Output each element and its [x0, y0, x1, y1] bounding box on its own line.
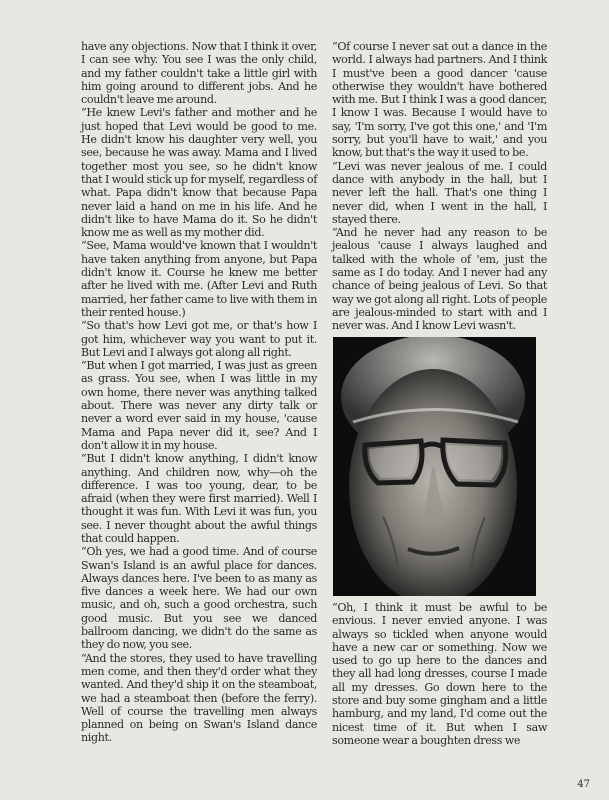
paragraph: “Levi was never jealous of me. I could dance with anybody in the hall, but I never left the hall. That's one thing I never did, when I went in the hall, I stayed there.: [332, 159, 547, 226]
paragraph: “And the stores, they used to have travelling men come, and then they'd order what they wanted. And they'd ship it on the steamboat, we had a steamboat then (before the ferry). Well of course the travelling men always planned on being on Swan's Island dance night.: [81, 651, 317, 745]
paragraph: “But I didn't know anything, I didn't know anything. And children now, why—oh the difference. I was too young, dear, to be afraid (when they were first married). Well I thought it was fun. With Levi it was fun, you see. I never thought about the awful things that could happen.: [81, 452, 317, 545]
left-text-column: [81, 40, 317, 745]
paragraph: “Oh, I think it must be awful to be envious. I never envied anyone. I was always so tickled when anyone would have a new car or something. Now we used to go up here to the dances and they all had long dresses, course I made all my dresses. Go down here to the store and buy some gingham and a little hamburg, and my land, I'd come out the nicest time of it. But when I saw someone wear a boughten dress we: [332, 601, 547, 747]
portrait-photo: [333, 337, 536, 596]
right-text-column-bottom: [332, 601, 547, 747]
paragraph: “But when I got married, I was just as green as grass. You see, when I was little in my own home, there never was anything talked about. There was never any dirty talk or never a word ever said in my house, 'cause Mama and Papa never did it, see? And I don't allow it in my house.: [81, 359, 317, 452]
right-text-column-top: [332, 40, 547, 333]
paragraph: “Oh yes, we had a good time. And of course Swan's Island is an awful place for dances. Always dances here. I've been to as many as five dances a week here. We had our own music, and oh, such a good orchestra, such good music. But you see we danced ballroom dancing, we didn't do the same as they do now, you see.: [81, 545, 317, 652]
paragraph: “So that's how Levi got me, or that's how I got him, whichever way you want to put it. But Levi and I always got along all right.: [81, 319, 317, 359]
paragraph: have any objections. Now that I think it over, I can see why. You see I was the only child, and my father couldn't take a little girl with him going around to different jobs. And he couldn't leave me around.: [81, 40, 317, 107]
paragraph: “Of course I never sat out a dance in the world. I always had partners. And I think I must've been a good dancer 'cause otherwise they wouldn't have bothered with me. But I think I was a good dancer, I know I was. Because I would have to say, 'I'm sorry, I've got this one,' and 'I'm sorry, but you'll have to wait,' and you know, but that's the way it used to be.: [332, 40, 547, 160]
paragraph: “See, Mama would've known that I wouldn't have taken anything from anyone, but Papa didn't know it. Course he knew me better after he lived with me. (After Levi and Ruth married, her father came to live with them in their rented house.): [81, 239, 317, 319]
paragraph: “He knew Levi's father and mother and he just hoped that Levi would be good to me. He didn't know his daughter very well, you see, because he was away. Mama and I lived together most you see, so he didn't know that I would stick up for myself, regardless of what. Papa didn't know that because Papa never laid a hand on me in his life. And he didn't like to have Mama do it. So he didn't know me as well as my mother did.: [81, 106, 317, 240]
elderly-woman-portrait-image: [333, 337, 536, 596]
paragraph: “And he never had any reason to be jealous 'cause I always laughed and talked with the whole of 'em, just the same as I do today. And I never had any chance of being jealous of Levi. So that way we got along all right. Lots of people are jealous-minded to start with and I never was. And I know Levi wasn't.: [332, 226, 547, 333]
page-number: 47: [577, 779, 590, 790]
